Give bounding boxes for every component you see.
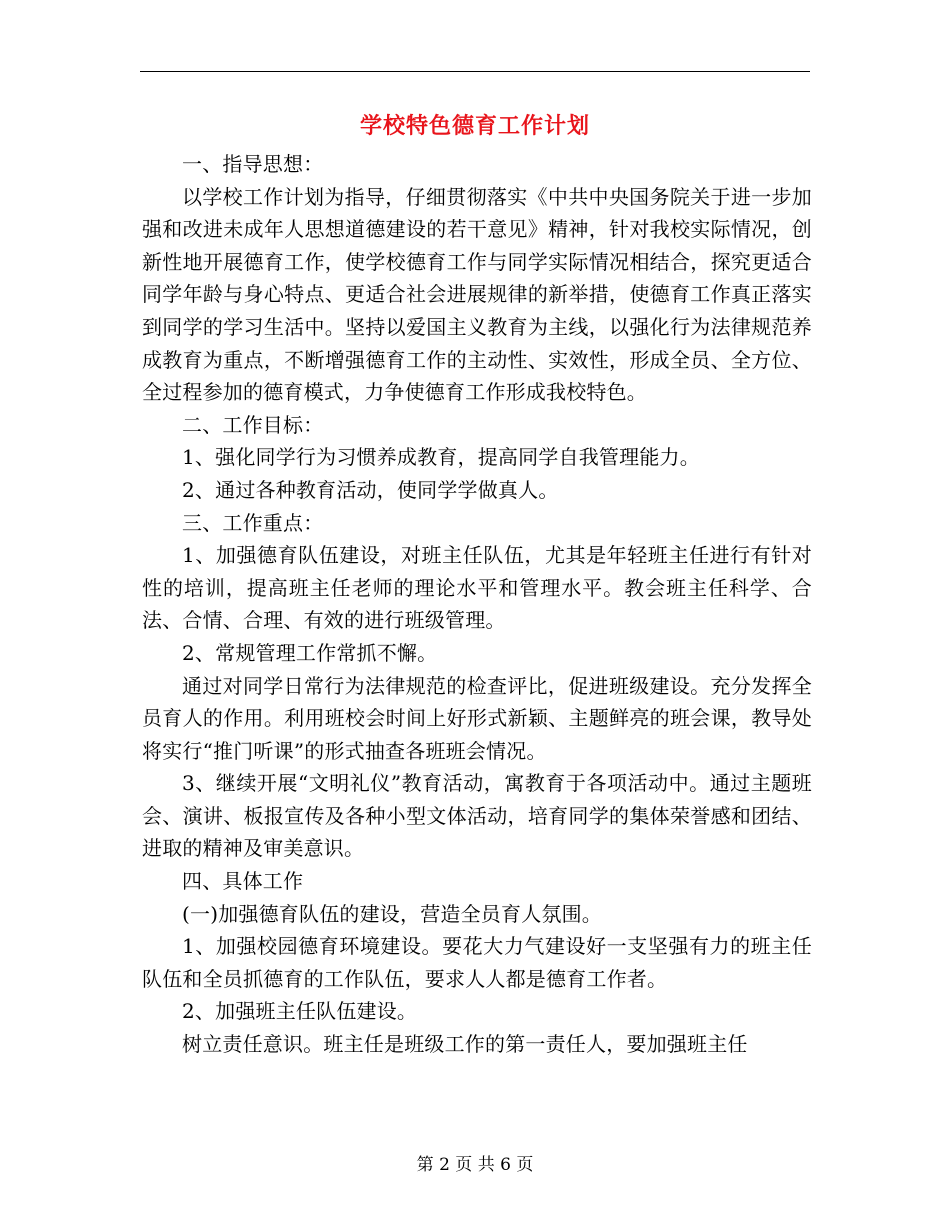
section-heading: 四、具体工作 (182, 869, 304, 894)
document-title: 学校特色德育工作计划 (359, 113, 590, 139)
list-item: 1、加强校园德育环境建设。要花大力气建设好一支坚强有力的班主任队伍和全员抓德育的工作队伍，要求人人都是德育工作者。 (142, 934, 812, 991)
section-heading: 一、指导思想： (182, 152, 324, 176)
section-heading: 三、工作重点： (182, 510, 324, 535)
body-paragraph: 以学校工作计划为指导，仔细贯彻落实《中共中央国务院关于进一步加强和改进未成年人思想道德建设的若干意见》精神，针对我校实际情况，创新性地开展德育工作，使学校德育工作与同学实际情况相结合，探究更适合同学年龄与身心特点、更适合社会进展规律的新举措，使德育工作真正落实到同学的学习生活中。坚持以爱国主义教育为主线，以强化行为法律规范养成教育为重点，不断增强德育工作的主动性、实效性，形成全员、全方位、全过程参加的德育模式，力争使德育工作形成我校特色。 (142, 184, 812, 405)
list-item: 1、加强德育队伍建设，对班主任队伍，尤其是年轻班主任进行有针对性的培训，提高班主任老师的理论水平和管理水平。教会班主任科学、合法、合情、合理、有效的进行班级管理。 (142, 543, 812, 633)
list-item: 3、继续开展“文明礼仪”教育活动，寓教育于各项活动中。通过主题班会、演讲、板报宣传及各种小型文体活动，培育同学的集体荣誉感和团结、进取的精神及审美意识。 (142, 771, 812, 861)
list-item: 2、常规管理工作常抓不懈。 (182, 640, 438, 665)
list-item: 1、强化同学行为习惯养成教育，提高同学自我管理能力。 (182, 445, 700, 470)
sub-heading: (一)加强德育队伍的建设，营造全员育人氛围。 (182, 901, 603, 926)
header-rule (140, 71, 810, 72)
section-heading: 二、工作目标： (182, 412, 324, 437)
document-body (142, 148, 812, 1061)
body-paragraph: 树立责任意识。班主任是班级工作的第一责任人，要加强班主任 (182, 1032, 748, 1057)
list-item: 2、加强班主任队伍建设。 (182, 999, 418, 1024)
body-paragraph: 通过对同学日常行为法律规范的检查评比，促进班级建设。充分发挥全员育人的作用。利用班校会时间上好形式新颖、主题鲜亮的班会课，教导处将实行“推门听课”的形式抽查各班班会情况。 (142, 673, 812, 763)
page-number: 第 2 页 共 6 页 (416, 1155, 534, 1175)
list-item: 2、通过各种教育活动，使同学学做真人。 (182, 477, 559, 502)
